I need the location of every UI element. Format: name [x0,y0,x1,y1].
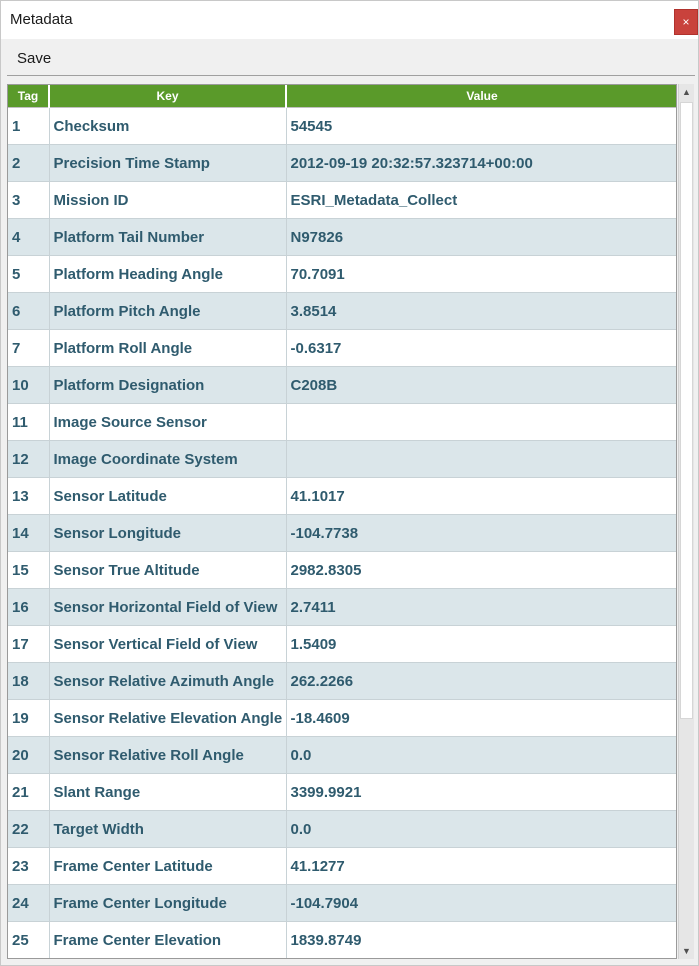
cell-value[interactable]: 54545 [286,108,677,145]
cell-key[interactable]: Sensor Relative Elevation Angle [49,700,286,737]
cell-value[interactable]: -104.7738 [286,515,677,552]
table-row[interactable] [8,811,677,848]
table-row[interactable] [8,108,677,145]
cell-key[interactable]: Platform Pitch Angle [49,293,286,330]
table-body [8,108,677,959]
close-button[interactable] [674,9,698,35]
cell-key[interactable]: Platform Heading Angle [49,256,286,293]
cell-value[interactable]: 3.8514 [286,293,677,330]
cell-value[interactable]: -104.7904 [286,885,677,922]
cell-value[interactable]: 0.0 [286,811,677,848]
table-row[interactable] [8,441,677,478]
title-bar [1,1,698,39]
toolbar [1,39,698,75]
cell-tag[interactable]: 13 [8,478,49,515]
table-row[interactable] [8,182,677,219]
cell-tag[interactable]: 10 [8,367,49,404]
cell-key[interactable]: Checksum [49,108,286,145]
cell-tag[interactable]: 20 [8,737,49,774]
cell-value[interactable]: 41.1277 [286,848,677,885]
table-row[interactable] [8,219,677,256]
cell-tag[interactable]: 25 [8,922,49,959]
table-row[interactable] [8,404,677,441]
cell-key[interactable]: Sensor Relative Roll Angle [49,737,286,774]
cell-tag[interactable]: 22 [8,811,49,848]
table-row[interactable] [8,552,677,589]
scroll-down-icon[interactable]: ▼ [682,946,691,956]
cell-tag[interactable]: 2 [8,145,49,182]
cell-value[interactable]: -18.4609 [286,700,677,737]
cell-key[interactable]: Slant Range [49,774,286,811]
window-title: Metadata [10,11,73,28]
cell-value[interactable] [286,441,677,478]
column-header-key[interactable]: Key [49,85,286,108]
cell-value[interactable]: N97826 [286,219,677,256]
cell-tag[interactable]: 23 [8,848,49,885]
cell-key[interactable]: Image Coordinate System [49,441,286,478]
table-row[interactable] [8,737,677,774]
cell-key[interactable]: Frame Center Latitude [49,848,286,885]
table-row[interactable] [8,589,677,626]
table-row[interactable] [8,885,677,922]
table-row[interactable] [8,663,677,700]
cell-key[interactable]: Sensor Relative Azimuth Angle [49,663,286,700]
cell-tag[interactable]: 6 [8,293,49,330]
cell-value[interactable]: 2.7411 [286,589,677,626]
cell-value[interactable]: -0.6317 [286,330,677,367]
cell-key[interactable]: Sensor Longitude [49,515,286,552]
cell-value[interactable]: 262.2266 [286,663,677,700]
close-icon: × [682,15,690,29]
save-button[interactable]: Save [17,50,52,67]
cell-key[interactable]: Image Source Sensor [49,404,286,441]
cell-value[interactable]: 2012-09-19 20:32:57.323714+00:00 [286,145,677,182]
cell-key[interactable]: Sensor True Altitude [49,552,286,589]
cell-value[interactable]: 3399.9921 [286,774,677,811]
table-row[interactable] [8,922,677,959]
cell-tag[interactable]: 21 [8,774,49,811]
table-row[interactable] [8,293,677,330]
table-row[interactable] [8,848,677,885]
cell-key[interactable]: Platform Tail Number [49,219,286,256]
cell-tag[interactable]: 7 [8,330,49,367]
cell-value[interactable]: 2982.8305 [286,552,677,589]
cell-tag[interactable]: 4 [8,219,49,256]
table-row[interactable] [8,626,677,663]
cell-tag[interactable]: 17 [8,626,49,663]
cell-tag[interactable]: 14 [8,515,49,552]
table-row[interactable] [8,256,677,293]
cell-tag[interactable]: 11 [8,404,49,441]
cell-value[interactable]: 41.1017 [286,478,677,515]
cell-key[interactable]: Precision Time Stamp [49,145,286,182]
vertical-scrollbar[interactable] [678,84,694,959]
cell-tag[interactable]: 12 [8,441,49,478]
cell-tag[interactable]: 1 [8,108,49,145]
cell-tag[interactable]: 18 [8,663,49,700]
cell-tag[interactable]: 3 [8,182,49,219]
table-row[interactable] [8,774,677,811]
cell-tag[interactable]: 24 [8,885,49,922]
scroll-thumb[interactable] [680,102,693,719]
header-row [8,85,677,108]
cell-tag[interactable]: 5 [8,256,49,293]
scroll-up-icon[interactable]: ▲ [682,87,691,97]
cell-value[interactable]: C208B [286,367,677,404]
table-row[interactable] [8,515,677,552]
column-header-value[interactable]: Value [286,85,677,108]
cell-key[interactable]: Frame Center Elevation [49,922,286,959]
cell-value[interactable]: 0.0 [286,737,677,774]
cell-tag[interactable]: 16 [8,589,49,626]
cell-key[interactable]: Platform Designation [49,367,286,404]
metadata-grid [7,84,677,959]
cell-key[interactable]: Frame Center Longitude [49,885,286,922]
column-header-tag[interactable]: Tag [8,85,49,108]
table-row[interactable] [8,700,677,737]
cell-value[interactable]: 70.7091 [286,256,677,293]
cell-tag[interactable]: 19 [8,700,49,737]
table-row[interactable] [8,367,677,404]
metadata-table [8,85,677,959]
cell-key[interactable]: Sensor Horizontal Field of View [49,589,286,626]
cell-value[interactable] [286,404,677,441]
cell-tag[interactable]: 15 [8,552,49,589]
cell-key[interactable]: Sensor Latitude [49,478,286,515]
cell-value[interactable]: ESRI_Metadata_Collect [286,182,677,219]
table-row[interactable] [8,478,677,515]
cell-key[interactable]: Target Width [49,811,286,848]
cell-value[interactable]: 1839.8749 [286,922,677,959]
cell-key[interactable]: Sensor Vertical Field of View [49,626,286,663]
table-row[interactable] [8,330,677,367]
cell-key[interactable]: Platform Roll Angle [49,330,286,367]
toolbar-divider [7,75,695,76]
cell-key[interactable]: Mission ID [49,182,286,219]
table-row[interactable] [8,145,677,182]
cell-value[interactable]: 1.5409 [286,626,677,663]
